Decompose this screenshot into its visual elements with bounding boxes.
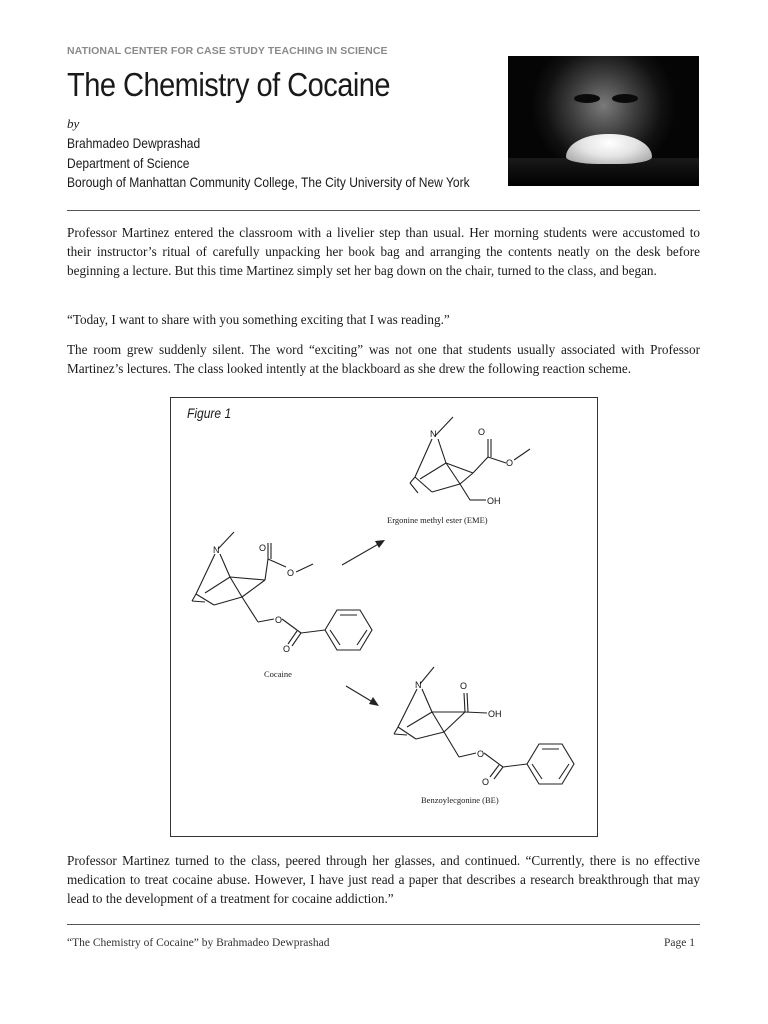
author-name: Brahmadeo Dewprashad: [67, 135, 201, 151]
cocaine-benzoate-o-atom: O: [275, 615, 283, 625]
figure-label: Figure 1: [187, 405, 232, 421]
be-n-atom: N: [415, 680, 422, 690]
paragraph-3: The room grew suddenly silent. The word “exciting” was not one that students usually associated with Professor Martinez’s lectures. The class looked intently at the blackboard as she drew the following reaction scheme.: [67, 342, 700, 376]
page-title: The Chemistry of Cocaine: [67, 66, 391, 103]
be-benzoyl-o-atom: O: [482, 777, 490, 787]
paragraph-2: “Today, I want to share with you something exciting that I was reading.”: [67, 312, 450, 327]
footer-divider: [67, 924, 700, 925]
page-number: Page 1: [664, 937, 695, 949]
eme-o-atom: O: [478, 427, 486, 437]
hero-powder-pile: [566, 134, 652, 164]
eme-n-atom: N: [430, 429, 437, 439]
hero-eye-left: [574, 94, 600, 103]
cocaine-benzoyl-o-atom: O: [283, 644, 291, 654]
cocaine-ester-o-atom: O: [287, 568, 295, 578]
author-institution: Borough of Manhattan Community College, The City University of New York: [67, 174, 470, 190]
author-department: Department of Science: [67, 155, 190, 171]
paragraph-4: Professor Martinez turned to the class, peered through her glasses, and continued. “Currently, there is no effective medication to treat cocaine abuse. However, I have just read a paper that describes a research breakthrough that may lead to the development of a treatment for cocaine addiction.”: [67, 853, 700, 906]
eme-oh-atom: OH: [487, 496, 501, 506]
cocaine-n-atom: N: [213, 545, 220, 555]
be-benzoate-o-atom: O: [477, 749, 485, 759]
paragraph-1: Professor Martinez entered the classroom with a livelier step than usual. Her morning students were accustomed to their instructor’s ritual of carefully unpacking her book bag and arranging the contents neatly on the desk before beginning a lecture. But this time Martinez simply set her bag down on the chair, turned to the class, and began.: [67, 225, 700, 278]
footer-citation: “The Chemistry of Cocaine” by Brahmadeo Dewprashad: [67, 937, 330, 949]
be-carbonyl-o-atom: O: [460, 681, 468, 691]
reaction-scheme: [170, 397, 598, 837]
hero-eye-right: [612, 94, 638, 103]
cocaine-carbonyl-o-atom: O: [259, 543, 267, 553]
eme-ester-o-atom: O: [506, 458, 514, 468]
cocaine-label: Cocaine: [264, 669, 292, 679]
eme-label: Ergonine methyl ester (EME): [387, 515, 488, 525]
byline-by: by: [67, 116, 80, 131]
series-label: NATIONAL CENTER FOR CASE STUDY TEACHING IN SCIENCE: [67, 45, 388, 57]
be-oh-atom: OH: [488, 709, 502, 719]
header-divider: [67, 210, 700, 211]
arrow-to-eme: [342, 542, 382, 565]
be-label: Benzoylecgonine (BE): [421, 795, 499, 805]
hero-image: [508, 56, 699, 186]
